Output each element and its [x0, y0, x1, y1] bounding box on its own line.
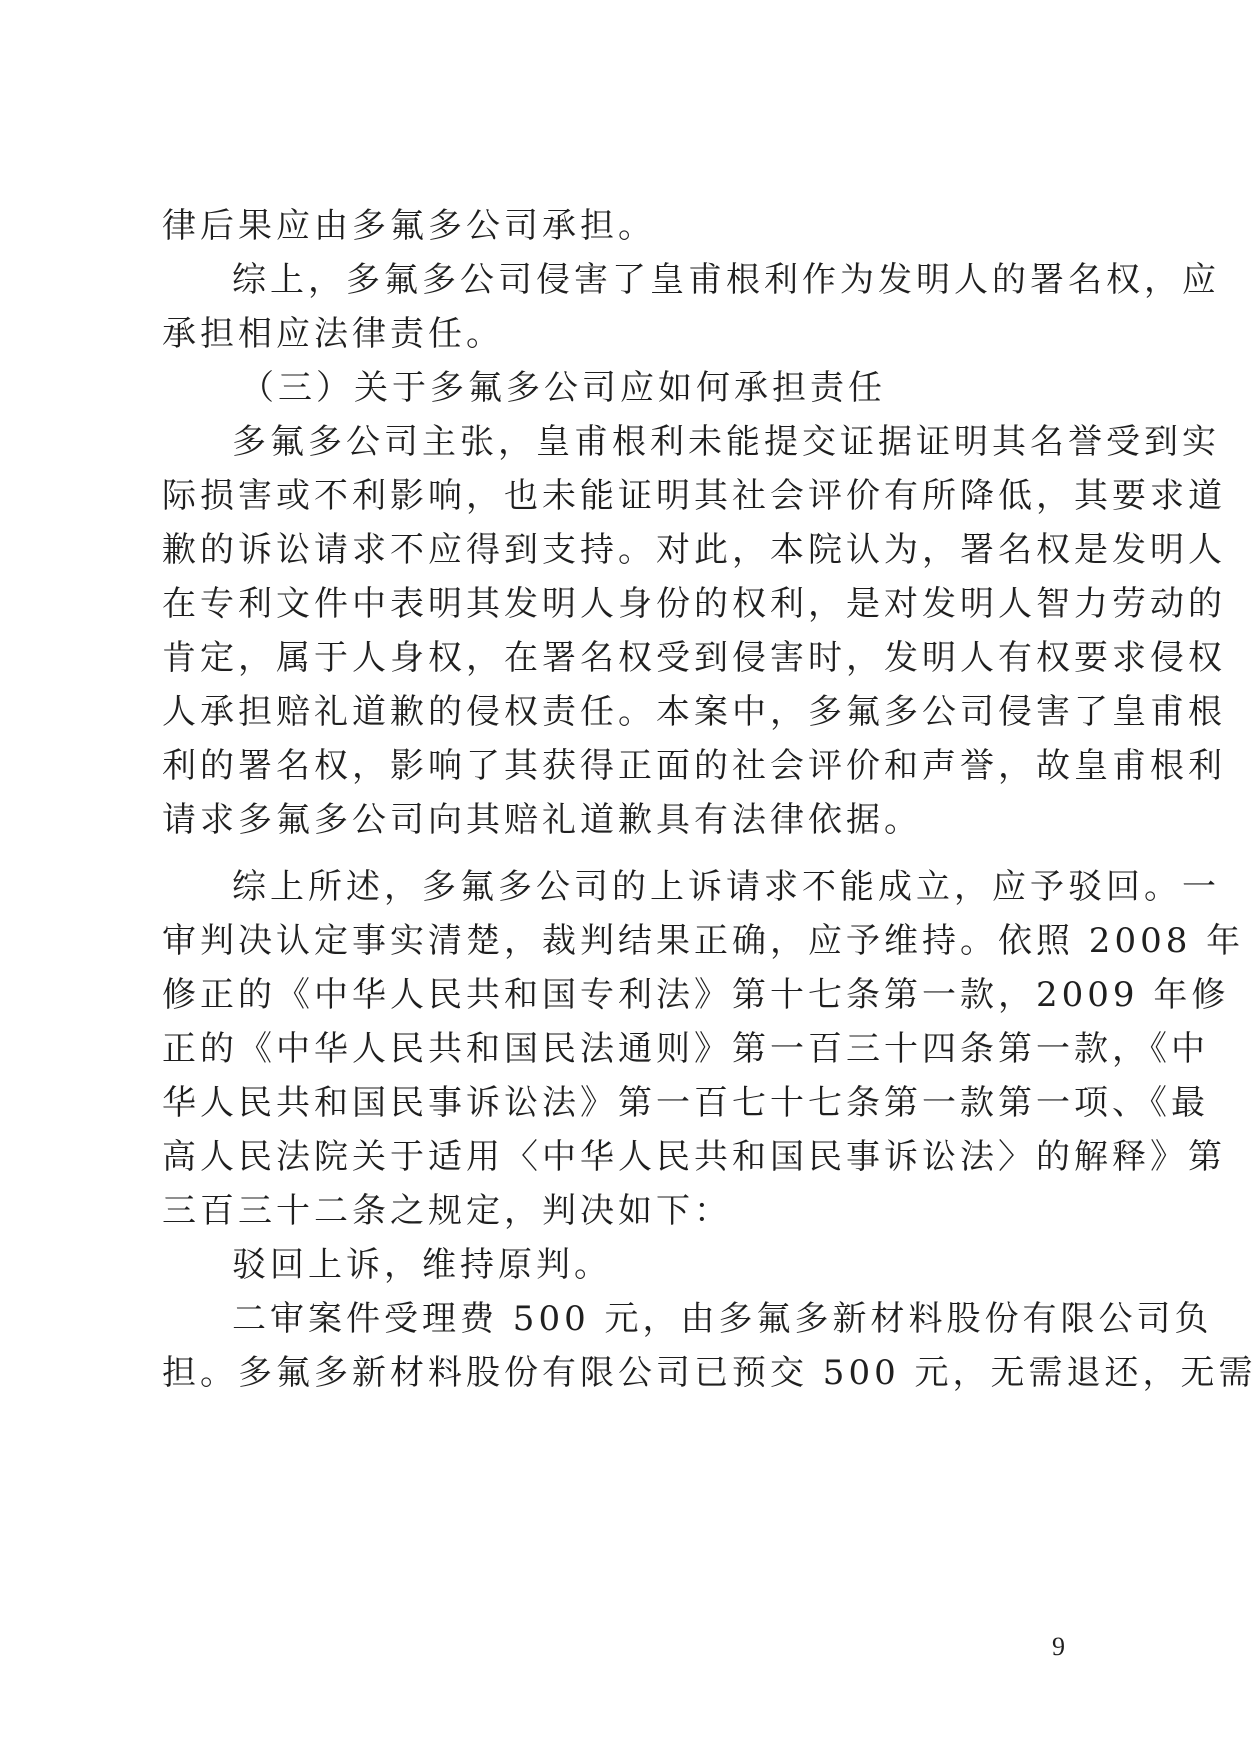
text-line: 驳回上诉，维持原判。 — [232, 1245, 612, 1285]
text-line: 人承担赔礼道歉的侵权责任。本案中，多氟多公司侵害了皇甫根 — [162, 692, 1226, 732]
text-line: 华人民共和国民事诉讼法》第一百七十七条第一款第一项、《最 — [162, 1083, 1209, 1123]
text-line: 律后果应由多氟多公司承担。 — [162, 206, 656, 246]
text-line: 担。多氟多新材料股份有限公司已预交 500 元，无需退还，无需 — [162, 1353, 1257, 1393]
text-line: 际损害或不利影响，也未能证明其社会评价有所降低，其要求道 — [162, 476, 1226, 516]
text-line: 承担相应法律责任。 — [162, 314, 504, 354]
text-line: 肯定，属于人身权，在署名权受到侵害时，发明人有权要求侵权 — [162, 638, 1226, 678]
text-line: 修正的《中华人民共和国专利法》第十七条第一款，2009 年修 — [162, 975, 1230, 1015]
text-line: 综上，多氟多公司侵害了皇甫根利作为发明人的署名权，应 — [232, 260, 1220, 300]
text-line: 请求多氟多公司向其赔礼道歉具有法律依据。 — [162, 800, 922, 840]
text-line: 利的署名权，影响了其获得正面的社会评价和声誉，故皇甫根利 — [162, 746, 1226, 786]
text-line: 二审案件受理费 500 元，由多氟多新材料股份有限公司负 — [232, 1299, 1213, 1339]
text-line: 三百三十二条之规定，判决如下： — [162, 1191, 732, 1231]
text-line: 正的《中华人民共和国民法通则》第一百三十四条第一款，《中 — [162, 1029, 1209, 1069]
text-line: 歉的诉讼请求不应得到支持。对此，本院认为，署名权是发明人 — [162, 530, 1226, 570]
text-line: 综上所述，多氟多公司的上诉请求不能成立，应予驳回。一 — [232, 867, 1220, 907]
section-heading: （三）关于多氟多公司应如何承担责任 — [240, 368, 886, 408]
text-line: 在专利文件中表明其发明人身份的权利，是对发明人智力劳动的 — [162, 584, 1226, 624]
text-line: 多氟多公司主张，皇甫根利未能提交证据证明其名誉受到实 — [232, 422, 1220, 462]
text-line: 审判决认定事实清楚，裁判结果正确，应予维持。依照 2008 年 — [162, 921, 1245, 961]
page-number: 9 — [1052, 1632, 1065, 1661]
text-line: 高人民法院关于适用〈中华人民共和国民事诉讼法〉的解释》第 — [162, 1137, 1226, 1177]
